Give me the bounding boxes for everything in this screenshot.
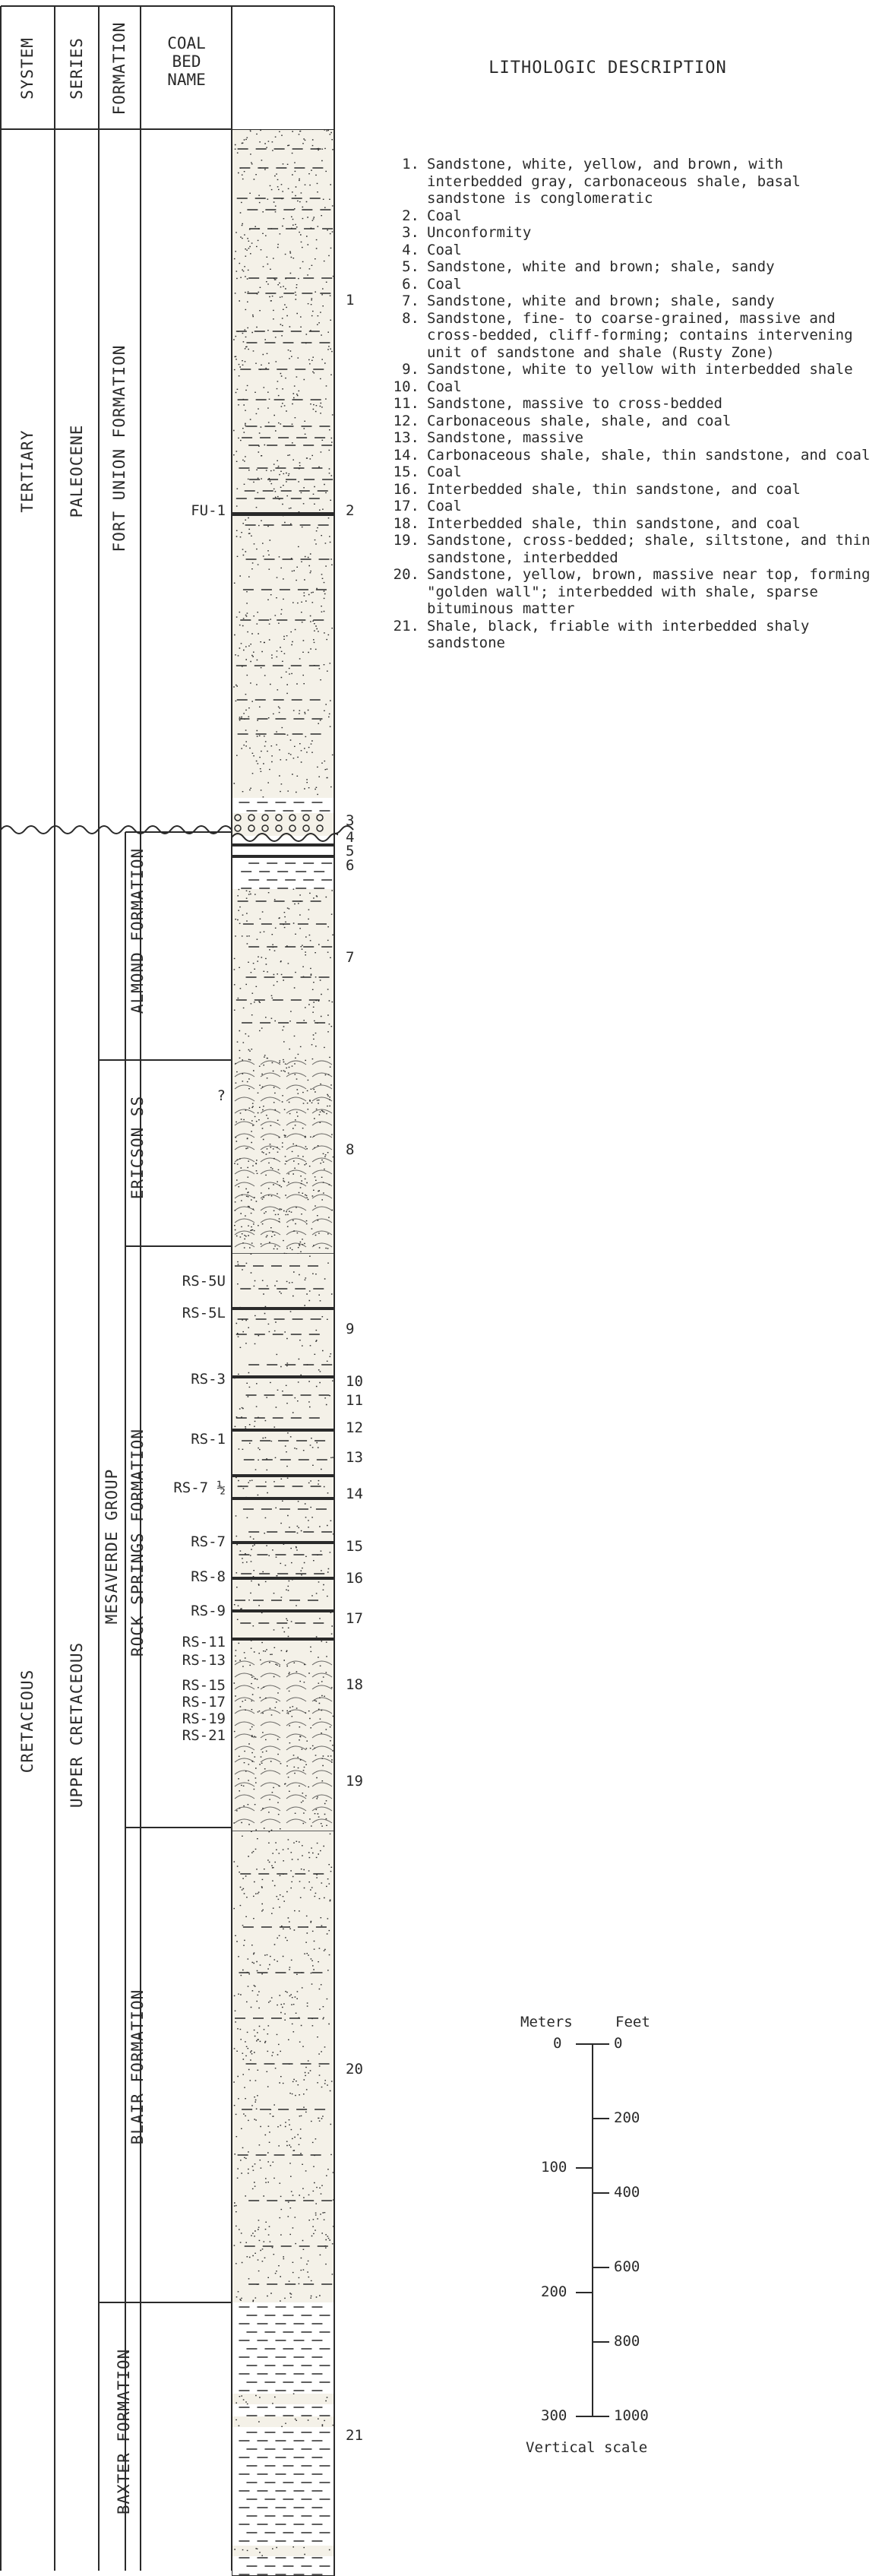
coal-bed-label: RS-15 (182, 1677, 226, 1694)
coal-seam (232, 1375, 334, 1378)
description-item: 1. Sandstone, white, yellow, and brown, with interbedded gray, carbonaceous shale, basal sandstone is conglomeratic (402, 156, 801, 207)
formation-blair: BLAIR FORMATION (128, 1989, 147, 2145)
description-item: 7. Sandstone, white and brown; shale, sandy (402, 293, 775, 309)
lithology-column (232, 129, 338, 2576)
coal-bed-label: RS-7 (191, 1533, 226, 1550)
unit-number: 8 (346, 1141, 355, 1158)
coal-bed-label: RS-3 (191, 1371, 226, 1388)
scale-feet-label: Feet (615, 2014, 650, 2030)
unit-number: 12 (346, 1419, 363, 1436)
scale-meters-label: Meters (520, 2014, 573, 2030)
unit-number: 16 (346, 1570, 363, 1587)
coal-seam (232, 512, 334, 516)
scale-bar (517, 2014, 714, 2470)
coal-bed-label: RS-19 (182, 1710, 226, 1727)
unit-number: 13 (346, 1449, 363, 1466)
description-item: 16. Interbedded shale, thin sandstone, and coal (393, 480, 801, 498)
sandstone-layer (232, 1649, 334, 1831)
group-mesaverde: MESAVERDE GROUP (103, 1468, 121, 1625)
coal-seam (232, 1541, 334, 1544)
coal-bed-label: RS-13 (182, 1652, 226, 1669)
description-item: 10. Coal (393, 378, 462, 395)
description-item: 5. Sandstone, white and brown; shale, sandy (402, 258, 775, 275)
coal-bed-names (103, 0, 232, 2571)
feet-tick-label: 400 (614, 2184, 640, 2201)
coal-bed-label: ? (217, 1087, 226, 1104)
coal-seam (232, 855, 334, 858)
description-item: 15. Coal (393, 464, 462, 480)
coal-seam (232, 843, 334, 847)
shale-layer (239, 802, 330, 811)
description-item: 4. Coal (402, 241, 462, 258)
unit-number: 11 (346, 1392, 363, 1409)
meter-tick-label: 0 (553, 2035, 562, 2052)
coal-seam (232, 1577, 334, 1580)
unit-number: 17 (346, 1610, 363, 1627)
system-cretaceous: CRETACEOUS (18, 1669, 36, 1774)
header-series: SERIES (68, 37, 86, 100)
description-item: 20. Sandstone, yellow, brown, massive near top, forming "golden wall"; interbedded with shale, sparse bituminous matter (393, 566, 871, 617)
coal-bed-label: RS-8 (191, 1568, 226, 1585)
formation-ericson: ERICSON SS (128, 1095, 147, 1200)
coal-bed-label: FU-1 (191, 502, 226, 519)
coal-seam (232, 1474, 334, 1477)
unit-number: 3 (346, 812, 355, 829)
description-item: 17. Coal (393, 498, 462, 514)
sandstone-layer (232, 2416, 334, 2427)
unit-number: 14 (346, 1486, 363, 1502)
formation-almond: ALMOND FORMATION (128, 847, 147, 1014)
meter-tick-label: 300 (541, 2407, 567, 2424)
formation-fort-union: FORT UNION FORMATION (110, 344, 128, 552)
unit-number: 9 (346, 1321, 355, 1337)
description-item: 21. Shale, black, friable with interbedded shaly sandstone (393, 617, 810, 651)
feet-tick-label: 1000 (614, 2407, 649, 2424)
unit-number: 20 (346, 2061, 363, 2078)
coal-bed-label: RS-7 ½ (173, 1479, 226, 1496)
unit-number: 19 (346, 1773, 363, 1790)
description-item: 13. Sandstone, massive (393, 429, 583, 446)
coal-seam (232, 1307, 334, 1310)
sandstone-layer (232, 129, 334, 798)
coal-bed-label: RS-5U (182, 1273, 226, 1290)
coal-seam (232, 1638, 334, 1641)
description-item: 8. Sandstone, fine- to coarse-grained, massive and cross-bedded, cliff-forming; contains intervening unit of sandstone and shale (Rusty Zone) (402, 309, 853, 361)
conglomerate-layer (232, 813, 334, 836)
vertical-scale (517, 2014, 714, 2470)
shale-layer (239, 2307, 330, 2574)
unit-number: 15 (346, 1538, 363, 1555)
description-item: 2. Coal (402, 207, 462, 224)
formation-rock-springs: ROCK SPRINGS FORMATION (128, 1428, 147, 1657)
description-item: 18. Interbedded shale, thin sandstone, and coal (393, 514, 801, 532)
description-item: 3. Unconformity (402, 224, 532, 241)
description-item: 6. Coal (402, 275, 462, 293)
system-tertiary: TERTIARY (18, 429, 36, 513)
feet-tick-label: 0 (614, 2035, 623, 2052)
unit-number: 1 (346, 292, 355, 309)
coal-seam (232, 1497, 334, 1500)
sandstone-layer (232, 1831, 334, 2302)
unit-number: 21 (346, 2427, 363, 2444)
description-item: 12. Carbonaceous shale, shale, and coal (393, 412, 732, 429)
coal-bed-label: RS-9 (191, 1603, 226, 1619)
scale-caption: Vertical scale (526, 2439, 648, 2456)
series-paleocene: PALEOCENE (68, 424, 86, 518)
coal-bed-label: RS-21 (182, 1727, 226, 1744)
coal-seam (232, 1429, 334, 1432)
header-system: SYSTEM (18, 37, 36, 100)
description-item: 11. Sandstone, massive to cross-bedded (393, 395, 722, 412)
sandstone-layer (232, 1254, 334, 1649)
unit-number: 5 (346, 843, 355, 859)
feet-tick-label: 200 (614, 2109, 640, 2126)
coal-bed-label: RS-1 (191, 1431, 226, 1448)
feet-tick-label: 600 (614, 2258, 640, 2275)
description-item: 19. Sandstone, cross-bedded; shale, siltstone, and thin sandstone, interbedded (393, 532, 871, 566)
header-lithologic-description: LITHOLOGIC DESCRIPTION (488, 59, 727, 78)
shale-layer (241, 863, 332, 888)
formation-baxter: BAXTER FORMATION (115, 2348, 133, 2515)
coal-seam (232, 1609, 334, 1612)
series-upper-cretaceous: UPPER CRETACEOUS (68, 1641, 86, 1809)
coal-bed-label: RS-5L (182, 1305, 226, 1321)
coal-bed-label: RS-11 (182, 1634, 226, 1650)
unit-number: 10 (346, 1373, 363, 1390)
meter-tick-label: 100 (541, 2159, 567, 2176)
header-formation: FORMATION (110, 21, 128, 116)
sandstone-layer (232, 2394, 334, 2404)
unit-number: 18 (346, 1676, 363, 1693)
unit-number: 7 (346, 949, 355, 966)
meter-tick-label: 200 (541, 2283, 567, 2300)
unit-number: 2 (346, 502, 355, 519)
coal-bed-label: RS-17 (182, 1694, 226, 1710)
header-coal-bed-name: COAL BED NAME (167, 34, 206, 89)
feet-tick-label: 800 (614, 2333, 640, 2350)
description-item: 9. Sandstone, white to yellow with interbedded shale (402, 361, 853, 378)
unit-number: 4 (346, 829, 355, 846)
description-item: 14. Carbonaceous shale, shale, thin sandstone, and coal (393, 446, 871, 464)
lithologic-description-list (387, 156, 874, 652)
unit-number: 6 (346, 857, 355, 874)
sandstone-layer (232, 1049, 334, 1254)
